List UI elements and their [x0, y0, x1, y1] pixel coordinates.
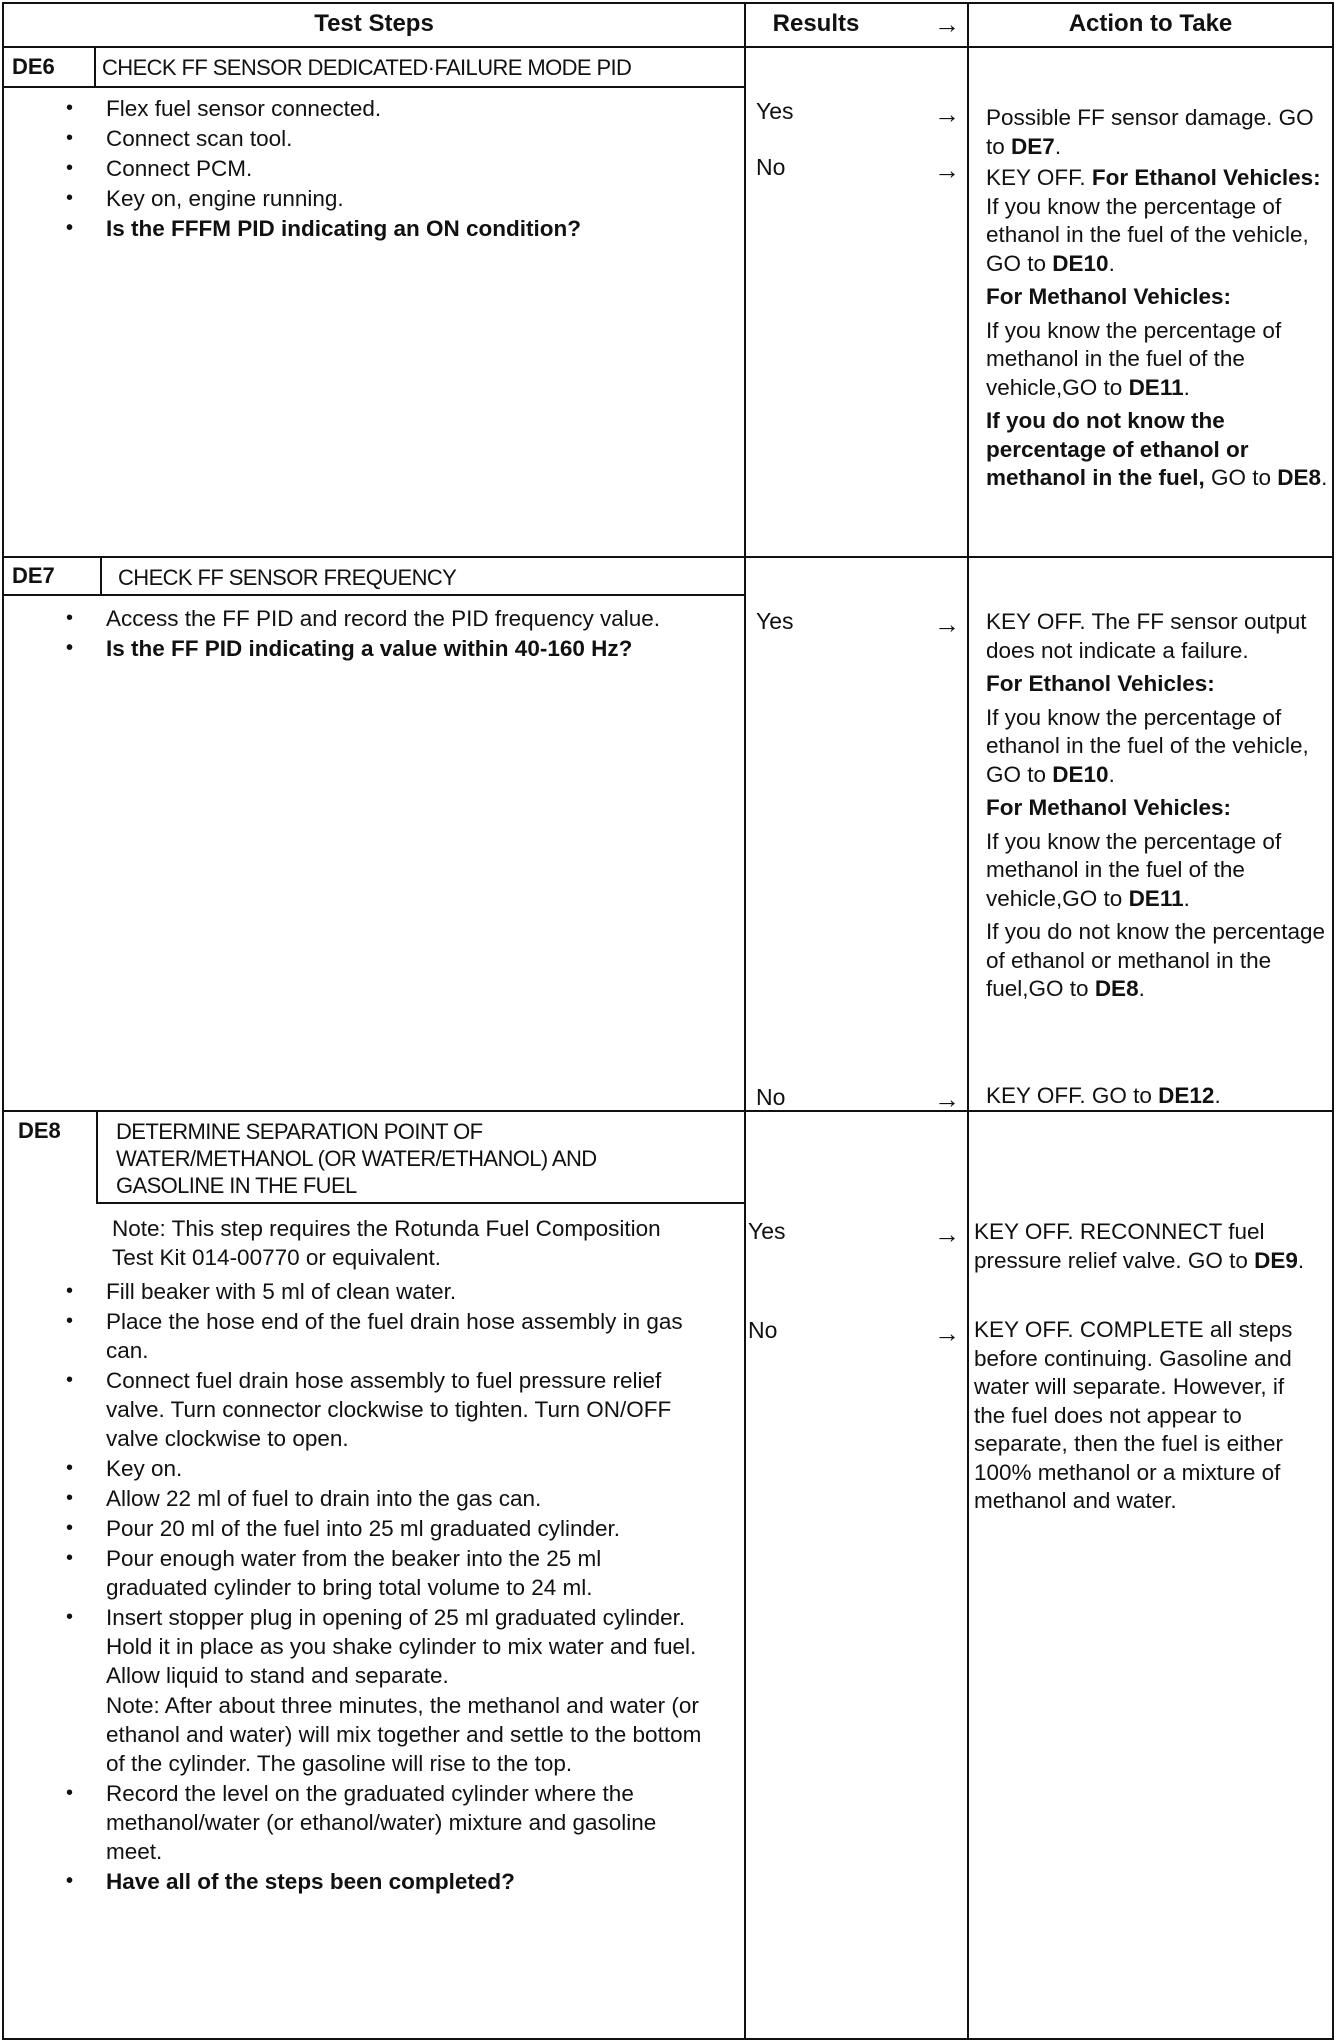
step-id-de7: DE7: [12, 563, 55, 588]
action-paragraph: KEY OFF. The FF sensor output does not indicate a failure.: [986, 609, 1307, 663]
arrow-icon: →: [934, 1084, 960, 1114]
arrow-icon: →: [934, 99, 960, 129]
procedure-table: [2, 2, 1334, 2040]
action-no: KEY OFF. For Ethanol Vehicles: If you know the percentage of ethanol in the fuel of the vehicle, GO to DE10.: [986, 165, 1321, 276]
step-note: Note: This step requires the Rotunda Fuel Composition Test Kit 014-00770 or equivalent.: [112, 1216, 661, 1270]
action-de6: [986, 104, 1330, 498]
step-ref: DE7: [1011, 133, 1055, 159]
header-divider: [4, 46, 1332, 48]
list-item: • Is the FF PID indicating a value within 40-160 Hz?: [52, 634, 692, 663]
arrow-icon: →: [934, 1318, 960, 1348]
header-test-steps: Test Steps: [314, 10, 434, 37]
step-ref: DE9: [1254, 1247, 1298, 1273]
step-list-de6: [52, 94, 742, 244]
action-subheading: For Methanol Vehicles:: [986, 284, 1232, 309]
action-de8-no: KEY OFF. COMPLETE all steps before continuing. Gasoline and water will separate. However, if the fuel does not appear to separate, then the fuel is either 100% methanol or a mixture of methanol and water.: [974, 1317, 1293, 1513]
action-de7-yes: [986, 608, 1330, 1009]
list-item: • Have all of the steps been completed?: [52, 1867, 704, 1896]
list-item: • Connect fuel drain hose assembly to fuel pressure relief valve. Turn connector clockwise to tighten. Turn ON/OFF valve clockwise to open.: [52, 1366, 704, 1453]
result-yes: Yes: [756, 608, 794, 634]
step-title-de7: CHECK FF SENSOR FREQUENCY: [118, 565, 457, 590]
result-yes: Yes: [748, 1218, 786, 1244]
header-results: Results: [772, 10, 860, 37]
step-title-de6: CHECK FF SENSOR DEDICATED·FAILURE MODE PID: [102, 55, 632, 80]
title-underline: [4, 594, 744, 596]
list-item: • Pour 20 ml of the fuel into 25 ml graduated cylinder.: [52, 1514, 704, 1543]
list-item: • Pour enough water from the beaker into the 25 ml graduated cylinder to bring total volume to 24 ml.: [52, 1544, 704, 1602]
column-divider: [744, 4, 746, 2038]
list-item: • Insert stopper plug in opening of 25 ml graduated cylinder. Hold it in place as you shake cylinder to mix water and fuel. Allow liquid to stand and separate.: [52, 1603, 704, 1690]
step-ref: DE8: [1094, 976, 1139, 1001]
step-id-de6: DE6: [12, 54, 55, 79]
list-item-note: Note: After about three minutes, the methanol and water (or ethanol and water) will mix together and settle to the bottom of the cylinder. The gasoline will rise to the top.: [106, 1693, 702, 1776]
result-no: No: [756, 154, 786, 180]
list-item: • Access the FF PID and record the PID frequency value.: [52, 604, 692, 633]
column-divider: [967, 4, 969, 2038]
action-subheading: For Methanol Vehicles:: [986, 795, 1232, 820]
step-ref: DE10: [1052, 250, 1109, 276]
result-no: No: [756, 1084, 786, 1110]
step-ref: DE10: [1052, 761, 1109, 787]
step-ref: DE8: [1277, 465, 1322, 490]
step-id-de8: DE8: [18, 1118, 61, 1143]
action-paragraph: If you do not know the percentage of ethanol or methanol in the fuel, GO to DE8.: [986, 408, 1328, 490]
action-paragraph: If you know the percentage of ethanol in the fuel of the vehicle, GO to DE10.: [986, 704, 1309, 787]
row-divider: [4, 556, 1332, 558]
list-item: • Is the FFFM PID indicating an ON condition?: [52, 214, 742, 243]
arrow-icon: →: [934, 1219, 960, 1249]
arrow-icon: →: [934, 9, 960, 39]
header-action: Action to Take: [1068, 10, 1233, 37]
id-divider: [96, 1110, 98, 1202]
id-divider: [94, 46, 96, 86]
result-yes: Yes: [756, 98, 794, 124]
step-list-de7: [52, 604, 692, 664]
action-de7-no: KEY OFF. GO to DE12.: [986, 1083, 1221, 1108]
list-item: • Connect PCM.: [52, 154, 742, 183]
step-ref: DE11: [1128, 885, 1184, 911]
step-ref: DE12: [1158, 1083, 1215, 1108]
list-item: • Connect scan tool.: [52, 124, 742, 153]
action-paragraph: If you know the percentage of methanol in the fuel of the vehicle,GO to DE11.: [986, 317, 1282, 400]
arrow-icon: →: [934, 609, 960, 639]
id-divider: [100, 556, 102, 594]
list-item: • Flex fuel sensor connected.: [52, 94, 742, 123]
list-item: • Fill beaker with 5 ml of clean water.: [52, 1277, 704, 1306]
list-item: • Allow 22 ml of fuel to drain into the gas can.: [52, 1484, 704, 1513]
list-item: • Place the hose end of the fuel drain hose assembly in gas can.: [52, 1307, 704, 1365]
list-item: • Record the level on the graduated cylinder where the methanol/water (or ethanol/water) mixture and gasoline meet.: [52, 1779, 704, 1866]
title-underline: [96, 1202, 744, 1204]
action-de8-yes: KEY OFF. RECONNECT fuel pressure relief valve. GO to DE9.: [974, 1219, 1305, 1273]
list-item: • Key on.: [52, 1454, 704, 1483]
action-paragraph: If you do not know the percentage of ethanol or methanol in the fuel,GO to DE8.: [986, 919, 1325, 1001]
step-list-de8: [64, 1214, 704, 1897]
arrow-icon: →: [934, 155, 960, 185]
action-paragraph: If you know the percentage of methanol in the fuel of the vehicle,GO to DE11.: [986, 828, 1282, 911]
step-ref: DE11: [1128, 374, 1184, 400]
title-underline: [4, 86, 744, 88]
action-yes: Possible FF sensor damage. GO to DE7.: [986, 105, 1314, 159]
action-subheading: For Ethanol Vehicles:: [986, 671, 1215, 696]
step-title-de8: DETERMINE SEPARATION POINT OF WATER/METHANOL (OR WATER/ETHANOL) AND GASOLINE IN THE FUEL: [116, 1119, 597, 1198]
list-item: • Key on, engine running.: [52, 184, 742, 213]
result-no: No: [748, 1317, 778, 1343]
